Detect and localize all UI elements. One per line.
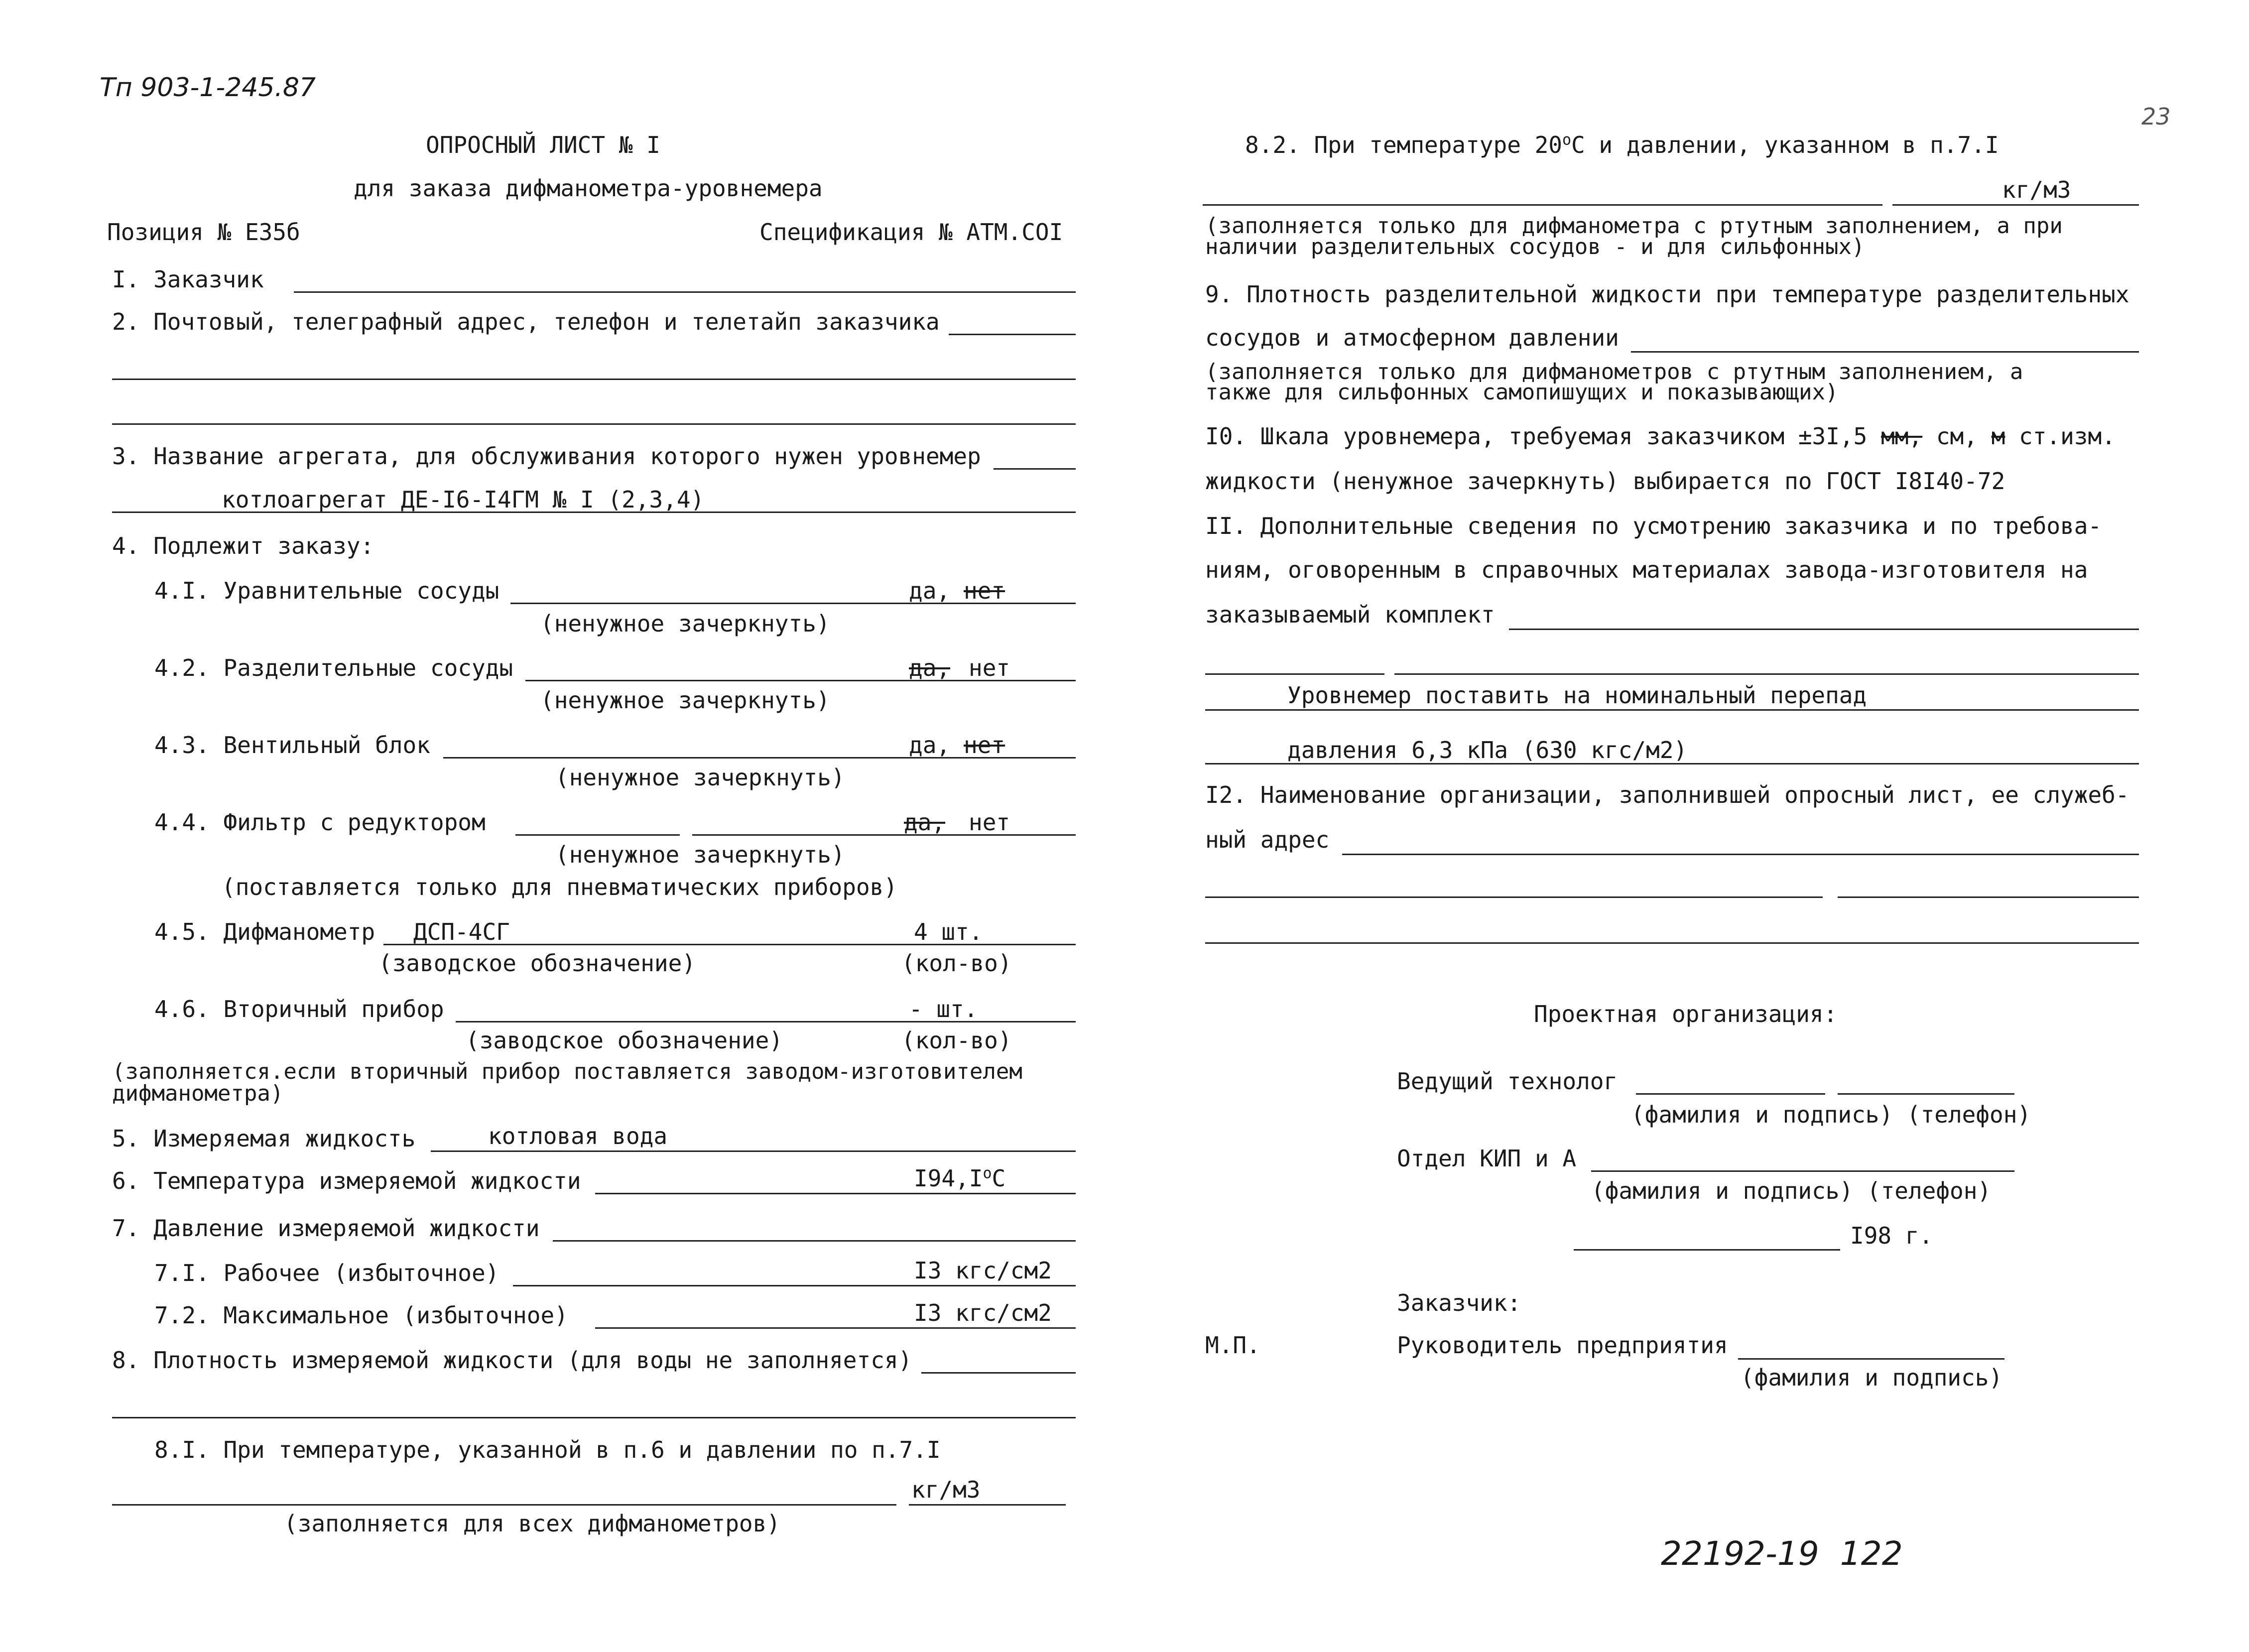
item-4-2: 4.2. Разделительные сосуды <box>154 654 513 681</box>
item-10-line2: жидкости (ненужное зачеркнуть) выбирается по ГОСТ I8I40-72 <box>1205 468 2005 495</box>
item-4-2-yes[interactable]: да, <box>909 654 951 681</box>
item-11-field-3 <box>1205 709 2139 711</box>
item-4-6-qty[interactable]: - шт. <box>909 996 978 1022</box>
item-5: 5. Измеряемая жидкость <box>112 1125 416 1152</box>
item-11-field-2a[interactable] <box>1205 673 1384 675</box>
item-8-2-text-b: С и давлении, указанном в п.7.I <box>1571 131 1999 158</box>
lead-technologist-sub: (фамилия и подпись) (телефон) <box>1631 1101 2031 1128</box>
item-11-value1[interactable]: Уровнемер поставить на номинальный перепад <box>1287 682 1867 709</box>
item-8-2-note1: (заполняется только для дифманометра с ртутным заполнением, а при <box>1205 213 2063 239</box>
item-12: I2. Наименование организации, заполнившей опросный лист, ее служеб- <box>1205 781 2129 808</box>
item-8-2-line[interactable] <box>1203 204 1882 206</box>
item-9-field[interactable] <box>1631 351 2139 353</box>
item-6-value[interactable]: $I94,I^oС$ <box>914 1164 1006 1192</box>
enterprise-head-sub: (фамилия и подпись) <box>1741 1364 2003 1391</box>
item-7: 7. Давление измеряемой жидкости <box>112 1215 540 1242</box>
item-11-line2: ниям, оговоренным в справочных материалах завода-изготовителя на <box>1205 556 2088 583</box>
item-7-1: 7.I. Рабочее (избыточное) <box>154 1260 500 1286</box>
item-8-2-unit: кг/м3 <box>2002 176 2071 203</box>
item-7-2-value[interactable]: I3 кгс/см2 <box>914 1299 1052 1326</box>
item-4-5: 4.5. Дифманометр <box>154 918 375 945</box>
item-10 <box>1205 423 2116 449</box>
item-6-unit: С <box>992 1165 1006 1192</box>
item-4-6-note2: дифманометра) <box>112 1081 284 1106</box>
item-6-number: I94,I <box>914 1165 983 1192</box>
item-4-6-sub1: (заводское обозначение) <box>466 1027 783 1054</box>
specification-label: Спецификация № АТМ.СОI <box>759 219 1063 246</box>
item-4-6: 4.6. Вторичный прибор <box>154 996 444 1022</box>
item-10-units: ст.изм. <box>2019 423 2116 450</box>
document-code: Тп 903-1-245.87 <box>100 73 316 103</box>
item-12-field-2b[interactable] <box>1838 896 2139 898</box>
item-4-1-note: (ненужное зачеркнуть) <box>540 610 830 637</box>
item-9-note1: (заполняется только для дифманометров с ртутным заполнением, а <box>1205 359 2023 384</box>
item-4-6-line[interactable] <box>456 1021 1076 1022</box>
item-5-value[interactable]: котловая вода <box>488 1123 668 1149</box>
footer-number: 22192-19 122 <box>1661 1534 1903 1573</box>
kip-dept-label: Отдел КИП и А <box>1397 1145 1577 1172</box>
item-4-2-note: (ненужное зачеркнуть) <box>540 687 830 714</box>
lead-technologist-name-field[interactable] <box>1636 1093 1825 1095</box>
form-title: ОПРОСНЫЙ ЛИСТ № I <box>426 131 660 158</box>
item-4-2-no[interactable]: нет <box>969 654 1010 681</box>
item-8-2-note2: наличии разделительных сосудов - и для сильфонных) <box>1205 234 1865 259</box>
item-4-4-note2: (поставляется только для пневматических приборов) <box>222 874 898 900</box>
item-8-1: 8.I. При температуре, указанной в п.6 и давлении по п.7.I <box>154 1436 941 1463</box>
item-4-1: 4.I. Уравнительные сосуды <box>154 577 500 604</box>
item-4-3-no[interactable]: нет <box>964 732 1005 759</box>
item-9-note2: также для сильфонных самопишущих и показывающих) <box>1205 380 1839 405</box>
item-12-field[interactable] <box>1342 854 2139 855</box>
address-field[interactable] <box>949 334 1076 335</box>
item-7-1-line <box>513 1285 1076 1286</box>
item-11-line3: заказываемый комплект <box>1205 601 1495 628</box>
item-8-2-text-a: 8.2. При температуре 20 <box>1245 131 1562 158</box>
position-label: Позиция № Е35б <box>107 219 300 246</box>
item-order: 4. Подлежит заказу: <box>112 532 375 559</box>
address-field-3[interactable] <box>112 423 1076 425</box>
item-4-5-line <box>383 944 1076 945</box>
item-7-1-value[interactable]: I3 кгс/см2 <box>914 1257 1052 1284</box>
item-11-field-2b[interactable] <box>1394 673 2139 675</box>
item-7-2: 7.2. Максимальное (избыточное) <box>154 1302 568 1329</box>
enterprise-head-label: Руководитель предприятия <box>1397 1332 1728 1359</box>
unit-name-value: котлоагрегат ДЕ-I6-I4ГМ № I (2,3,4) <box>222 486 705 513</box>
unit-name-field[interactable] <box>994 468 1076 470</box>
item-4-6-note1: (заполняется.если вторичный прибор поставляется заводом-изготовителем <box>112 1059 1022 1084</box>
item-11-field[interactable] <box>1509 629 2139 630</box>
date-year: I98 г. <box>1850 1222 1933 1249</box>
item-4-5-sub1: (заводское обозначение) <box>378 950 696 977</box>
item-6-line <box>595 1193 1076 1194</box>
design-org-label: Проектная организация: <box>1534 1001 1838 1027</box>
address-field-2[interactable] <box>112 379 1076 380</box>
item-9: 9. Плотность разделительной жидкости при температуре разделительных <box>1205 281 2129 308</box>
item-8-1-line[interactable] <box>112 1504 896 1506</box>
customer-label: Заказчик: <box>1397 1289 1521 1316</box>
item-9-line2: сосудов и атмосферном давлении <box>1205 324 1619 351</box>
item-8-2-unit-line <box>1892 204 2139 206</box>
item-4-4-note: (ненужное зачеркнуть) <box>555 841 845 868</box>
item-12-field-3[interactable] <box>1205 942 2139 944</box>
item-8: 8. Плотность измеряемой жидкости (для воды не заполняется) <box>112 1347 912 1374</box>
kip-dept-sub: (фамилия и подпись) (телефон) <box>1591 1177 1992 1204</box>
item-8-line-2[interactable] <box>112 1417 1076 1418</box>
item-10-cm[interactable]: см, <box>1936 423 1978 450</box>
item-10-text: I0. Шкала уровнемера, требуемая заказчиком ±3I,5 <box>1205 423 1868 450</box>
stamp-place-label: М.П. <box>1205 1332 1260 1359</box>
item-unit-name: 3. Название агрегата, для обслуживания которого нужен уровнемер <box>112 443 981 470</box>
item-7-2-line <box>595 1327 1076 1329</box>
item-4-4-yes[interactable]: да, <box>904 809 946 836</box>
kip-dept-field[interactable] <box>1591 1170 2014 1172</box>
item-4-5-sub2: (кол-во) <box>901 950 1012 977</box>
item-4-1-yes[interactable]: да, <box>909 577 951 604</box>
item-4-3-note: (ненужное зачеркнуть) <box>555 764 845 791</box>
item-4-4-no[interactable]: нет <box>969 809 1010 836</box>
item-6: 6. Температура измеряемой жидкости <box>112 1167 581 1194</box>
item-4-4-line-a[interactable] <box>515 834 680 836</box>
lead-technologist-phone-field[interactable] <box>1838 1093 2014 1095</box>
item-customer: I. Заказчик <box>112 266 264 293</box>
enterprise-head-field[interactable] <box>1738 1358 2004 1360</box>
item-8-2: 8.2. При температуре 20$^o$С и давлении, указанном в п.7.I <box>1245 131 1999 158</box>
item-4-4: 4.4. Фильтр с редуктором <box>154 809 486 836</box>
item-4-6-sub2: (кол-во) <box>901 1027 1012 1054</box>
item-4-3: 4.3. Вентильный блок <box>154 732 430 759</box>
form-subtitle: для заказа дифманометра-уровнемера <box>354 175 823 202</box>
page-number: 23 <box>2141 103 2171 130</box>
item-4-1-no[interactable]: нет <box>964 577 1005 604</box>
item-address: 2. Почтовый, телеграфный адрес, телефон и телетайп заказчика <box>112 308 940 335</box>
item-12-line2: ный адрес <box>1205 826 1330 853</box>
item-8-1-unit: кг/м3 <box>911 1476 981 1503</box>
item-11: II. Дополнительные сведения по усмотрению заказчика и по требова- <box>1205 512 2102 539</box>
lead-technologist-label: Ведущий технолог <box>1397 1068 1618 1095</box>
item-4-4-line-b[interactable] <box>692 834 1076 836</box>
item-10-m[interactable]: м <box>1991 423 2005 450</box>
customer-field[interactable] <box>294 291 1076 293</box>
item-5-line <box>431 1150 1076 1152</box>
item-8-1-unit-line <box>909 1504 1066 1506</box>
item-4-5-value[interactable]: ДСП-4СГ <box>413 918 510 945</box>
item-12-field-2a[interactable] <box>1205 896 1823 898</box>
item-7-line[interactable] <box>553 1240 1076 1242</box>
date-field[interactable] <box>1574 1249 1840 1251</box>
item-4-5-qty[interactable]: 4 шт. <box>914 918 983 945</box>
item-8-1-note: (заполняется для всех дифманометров) <box>284 1510 780 1537</box>
item-10-mm[interactable]: мм, <box>1881 423 1923 450</box>
item-11-value2[interactable]: давления 6,3 кПа (630 кгс/м2) <box>1287 737 1688 763</box>
item-8-line[interactable] <box>921 1372 1076 1374</box>
item-11-field-4 <box>1205 763 2139 764</box>
unit-name-value-line <box>112 511 1076 513</box>
item-4-3-yes[interactable]: да, <box>909 732 951 759</box>
